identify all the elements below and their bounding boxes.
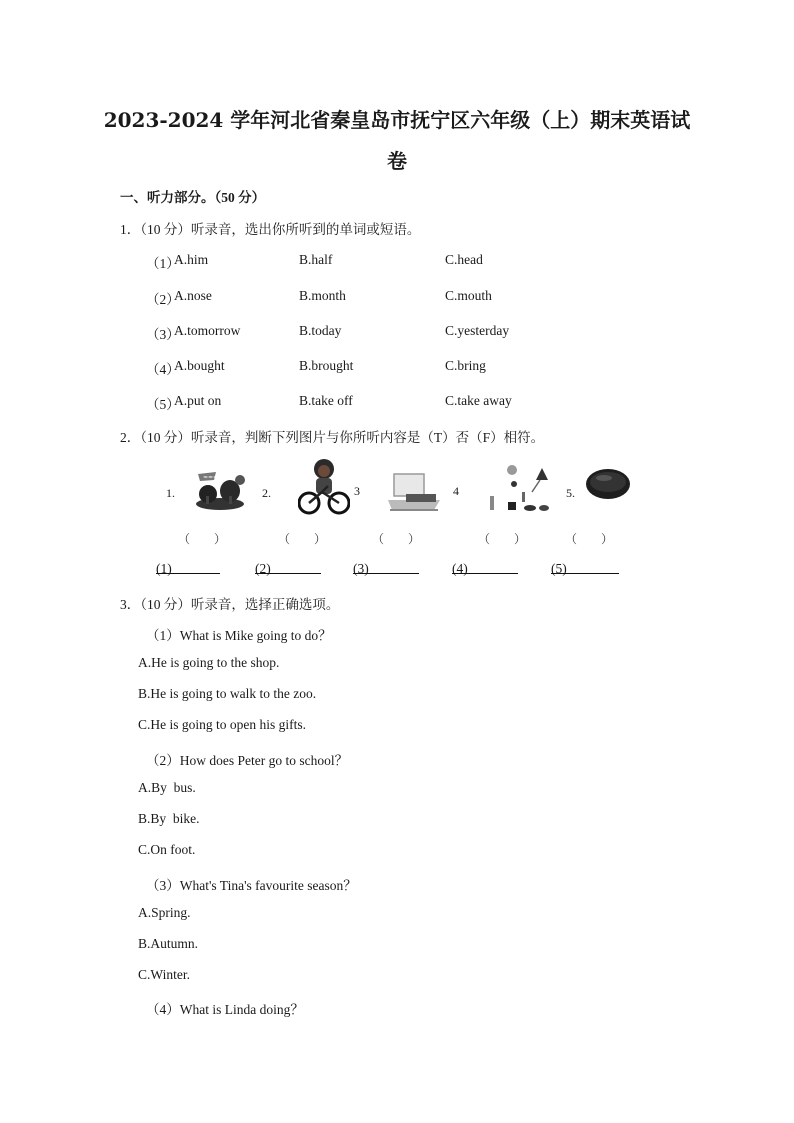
blank-label: (4) [452,561,468,576]
picture-5-answer-paren[interactable]: （ ） [565,532,614,546]
q1-option-c: C.yesterday [445,323,510,338]
q3-3-option-a: A.Spring. [138,905,191,920]
picture-1-label: 1. [166,486,175,500]
q1-option-a: A.bought [174,358,225,373]
picture-2-boy-on-bike-icon [298,456,350,516]
picture-2-label: 2. [262,486,271,500]
answer-blank-3[interactable] [353,561,419,574]
answer-blank-1[interactable] [156,561,220,574]
picture-4-answer-paren[interactable]: （ ） [478,532,527,546]
picture-5-round-object-icon [584,466,632,502]
q1-option-a: A.him [174,252,209,267]
q3-1-option-a: A.He is going to the shop. [138,655,280,670]
title-line-2: 卷 [387,149,407,173]
q1-item-num: （2） [146,292,180,307]
q3-question-4: （4）What is Linda doing？ [146,1002,304,1017]
answer-blank-4[interactable] [452,561,518,574]
blank-label: (2) [255,561,271,576]
q1-item-num: （4） [146,362,180,377]
question-1-stem: 1．（10 分）听录音，选出你所听到的单词或短语。 [120,222,421,237]
picture-1-answer-paren[interactable]: （ ） [178,532,227,546]
q1-option-b: B.brought [299,358,354,373]
q3-question-1: （1）What is Mike going to do？ [146,628,332,643]
picture-3-laptop-desk-icon [384,470,444,512]
q1-option-b: B.today [299,323,342,338]
q1-item-num: （5） [146,397,180,412]
q1-option-c: C.mouth [445,288,492,303]
section-heading: 一、听力部分。（50 分） [120,190,266,205]
blank-label: (1) [156,561,172,576]
q1-item-num: （3） [146,327,180,342]
q1-option-a: A.nose [174,288,212,303]
title-line-1: 2023-2024 学年河北省秦皇岛市抚宁区六年级（上）期末英语试 [103,108,691,132]
blank-label: (5) [551,561,567,576]
q1-option-c: C.head [445,252,483,267]
picture-1-island-trees-icon [190,466,250,512]
q3-2-option-c: C.On foot. [138,842,196,857]
q3-2-option-b: B.By bike. [138,811,200,826]
picture-5-label: 5. [566,486,575,500]
picture-4-label: 4 [453,484,459,498]
picture-4-objects-icon [484,462,556,516]
q1-option-c: C.bring [445,358,486,373]
blank-label: (3) [353,561,369,576]
q3-1-option-c: C.He is going to open his gifts. [138,717,306,732]
answer-blank-5[interactable] [551,561,619,574]
picture-2-answer-paren[interactable]: （ ） [278,532,327,546]
q1-option-b: B.take off [299,393,353,408]
question-3-stem: 3．（10 分）听录音，选择正确选项。 [120,597,340,612]
q3-2-option-a: A.By bus. [138,780,196,795]
answer-blank-2[interactable] [255,561,321,574]
page-title [100,100,694,182]
q3-1-option-b: B.He is going to walk to the zoo. [138,686,317,701]
q3-3-option-b: B.Autumn. [138,936,199,951]
q1-option-b: B.month [299,288,346,303]
svg-text:≈≈≈: ≈≈≈ [203,474,219,481]
picture-3-label: 3 [354,484,360,498]
q3-question-3: （3）What's Tina's favourite season？ [146,878,357,893]
q3-question-2: （2）How does Peter go to school？ [146,753,349,768]
q1-option-a: A.put on [174,393,222,408]
q1-option-b: B.half [299,252,333,267]
q3-3-option-c: C.Winter. [138,967,190,982]
q1-item-num: （1） [146,256,180,271]
question-2-stem: 2．（10 分）听录音，判断下列图片与你所听内容是（T）否（F）相符。 [120,430,545,445]
q1-option-a: A.tomorrow [174,323,241,338]
q1-option-c: C.take away [445,393,512,408]
picture-3-answer-paren[interactable]: （ ） [372,532,421,546]
